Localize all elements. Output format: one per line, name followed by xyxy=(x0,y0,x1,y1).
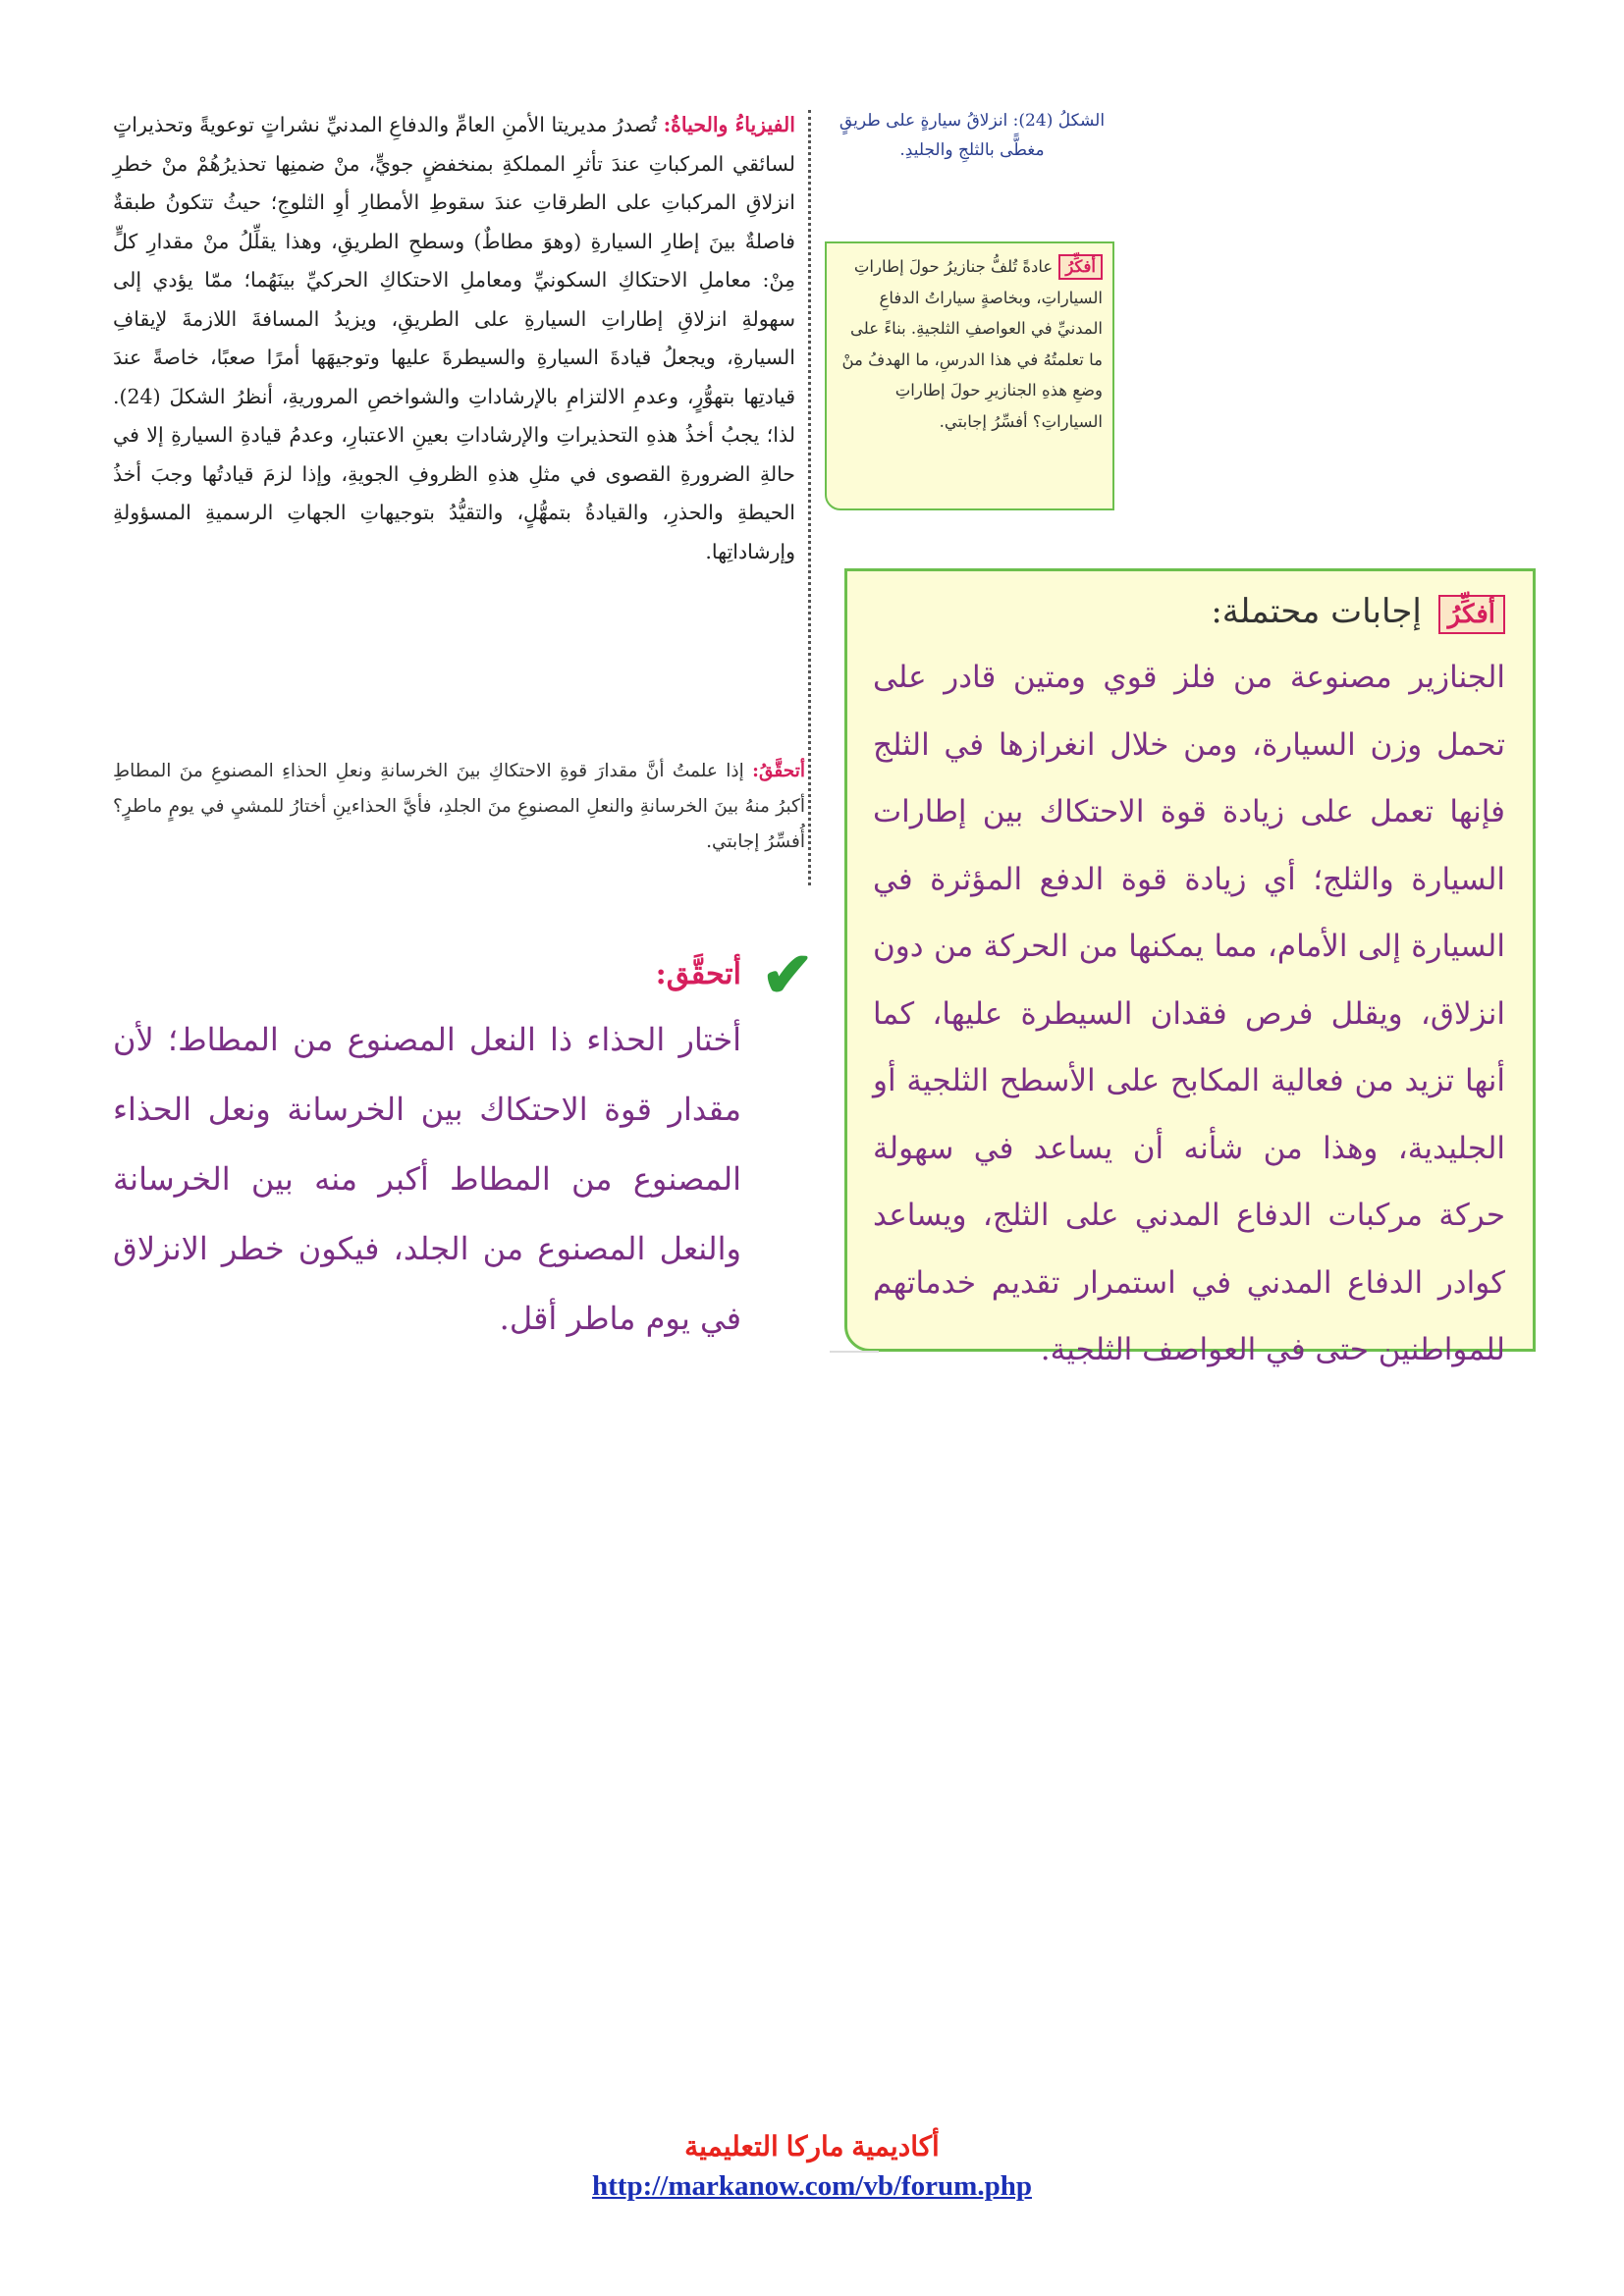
main-paragraph-text: تُصدرُ مديريتا الأمنِ العامِّ والدفاعِ المدنيِّ نشراتٍ توعويةً وتحذيراتٍ لسائقي المركباتِ عندَ تأثرِ المملكةِ بمنخفضٍ جويٍّ، منْ ضمنِها تحذيرُهُمْ منْ خطرِ انزلاقِ المركباتِ على الطرقاتِ عندَ سقوطِ الأمطارِ أوِ الثلوجِ؛ حيثُ تتكونُ طبقةٌ فاصلةٌ بينَ إطارِ السيارةِ (وهوَ مطاطٌ) وسطحِ الطريقِ، وهذا يقلِّلُ منْ مقدارِ كلٍّ مِنْ: معاملِ الاحتكاكِ السكونيِّ ومعاملِ الاحتكاكِ الحركيِّ بينَهُما؛ ممّا يؤدي إلى سهولةِ انزلاقِ إطاراتِ السيارةِ على الطريقِ، ويزيدُ المسافةَ اللازمةَ لإيقافِ السيارةِ، ويجعلُ قيادةَ السيارةِ والسيطرةَ عليها وتوجيهَها أمرًا صعبًا، خاصةً عندَ قيادتِها بتهوُّرٍ، وعدمِ الالتزامِ بالإرشاداتِ والشواخصِ المروريةِ، أنظرُ الشكلَ (24). لذا؛ يجبُ أخذُ هذهِ التحذيراتِ والإرشاداتِ بعينِ الاعتبارِ، وعدمُ قيادةِ السيارةِ إلا في حالةِ الضرورةِ القصوى في مثلِ هذهِ الظروفِ الجويةِ، وإذا لزمَ قيادتُها وجبَ أخذُ الحيطةِ والحذرِ، والقيادةُ بتمهُّلٍ، والتقيُّدُ بتوجيهاتِ الجهاتِ الرسميةِ المسؤولةِ وإرشاداتِها. xyxy=(113,113,795,563)
footer-link[interactable]: http://markanow.com/vb/forum.php xyxy=(592,2170,1032,2202)
check-question-text: إذا علمتُ أنَّ مقدارَ قوةِ الاحتكاكِ بينَ الخرسانةِ ونعلِ الحذاءِ المصنوعِ منَ المطاطِ أكبرُ منهُ بينَ الخرسانةِ والنعلِ المصنوعِ منَ الجلدِ، فأيَّ الحذاءينِ أختارُ للمشيِ في يومٍ ماطرٍ؟ أُفسِّرُ إجابتي. xyxy=(113,761,805,852)
figure-caption: الشكلُ (24): انزلاقُ سيارةٍ على طريقٍ مغطًّى بالثلجِ والجليدِ. xyxy=(839,111,1106,160)
think-box-text: عادةً تُلفُّ جنازيرُ حولَ إطاراتِ السياراتِ، وبخاصةٍ سياراتُ الدفاعِ المدنيِّ في العواصفِ الثلجيةِ. بناءً على ما تعلمتُهُ في هذا الدرسِ، ما الهدفُ منْ وضعِ هذهِ الجنازيرِ حولَ إطاراتِ السياراتِ؟ أفسِّرُ إجابتي. xyxy=(841,257,1103,431)
check-answer xyxy=(113,938,814,1354)
possible-answers-box xyxy=(844,568,1536,1367)
main-paragraph xyxy=(113,106,795,571)
footer xyxy=(0,2127,1624,2206)
checkmark-icon: ✔ xyxy=(761,938,814,1012)
answer-box-heading: إجابات محتملة: xyxy=(1211,592,1422,631)
think-box xyxy=(825,241,1114,510)
footer-academy-name: أكاديمية ماركا التعليمية xyxy=(684,2131,940,2162)
check-question xyxy=(113,754,805,860)
think-tag: أفكِّرُ xyxy=(1438,595,1505,634)
check-answer-text: أختار الحذاء ذا النعل المصنوع من المطاط؛ لأن مقدار قوة الاحتكاك بين الخرسانة ونعل الحذاء المصنوع من المطاط أكبر منه بين الخرسانة والنعل المصنوع من الجلد، فيكون خطر الانزلاق في يوم ماطر أقل. xyxy=(113,1021,741,1337)
section-lead-label: الفيزياءُ والحياةُ: xyxy=(663,113,795,136)
answer-box-title xyxy=(873,587,1505,636)
separator-line xyxy=(830,1351,879,1353)
check-question-label: أتحقَّقُ: xyxy=(752,761,805,781)
check-answer-label: أتحقَّق: xyxy=(655,957,741,991)
column-divider xyxy=(808,110,811,885)
think-tag: أفكِّرُ xyxy=(1058,254,1103,280)
answer-box-text: الجنازير مصنوعة من فلز قوي ومتين قادر على تحمل وزن السيارة، ومن خلال انغرازها في الثلج فإنها تعمل على زيادة قوة الاحتكاك بين إطارات السيارة والثلج؛ أي زيادة قوة الدفع المؤثرة في السيارة إلى الأمام، مما يمكنها من الحركة من دون انزلاق، ويقلل فرص فقدان السيطرة عليها، كما أنها تزيد من فعالية المكابح على الأسطح الثلجية أو الجليدية، وهذا من شأنه أن يساعد في سهولة حركة مركبات الدفاع المدني على الثلج، ويساعد كوادر الدفاع المدني في استمرار تقديم خدماتهم للمواطنين حتى في العواصف الثلجية. xyxy=(873,660,1505,1367)
